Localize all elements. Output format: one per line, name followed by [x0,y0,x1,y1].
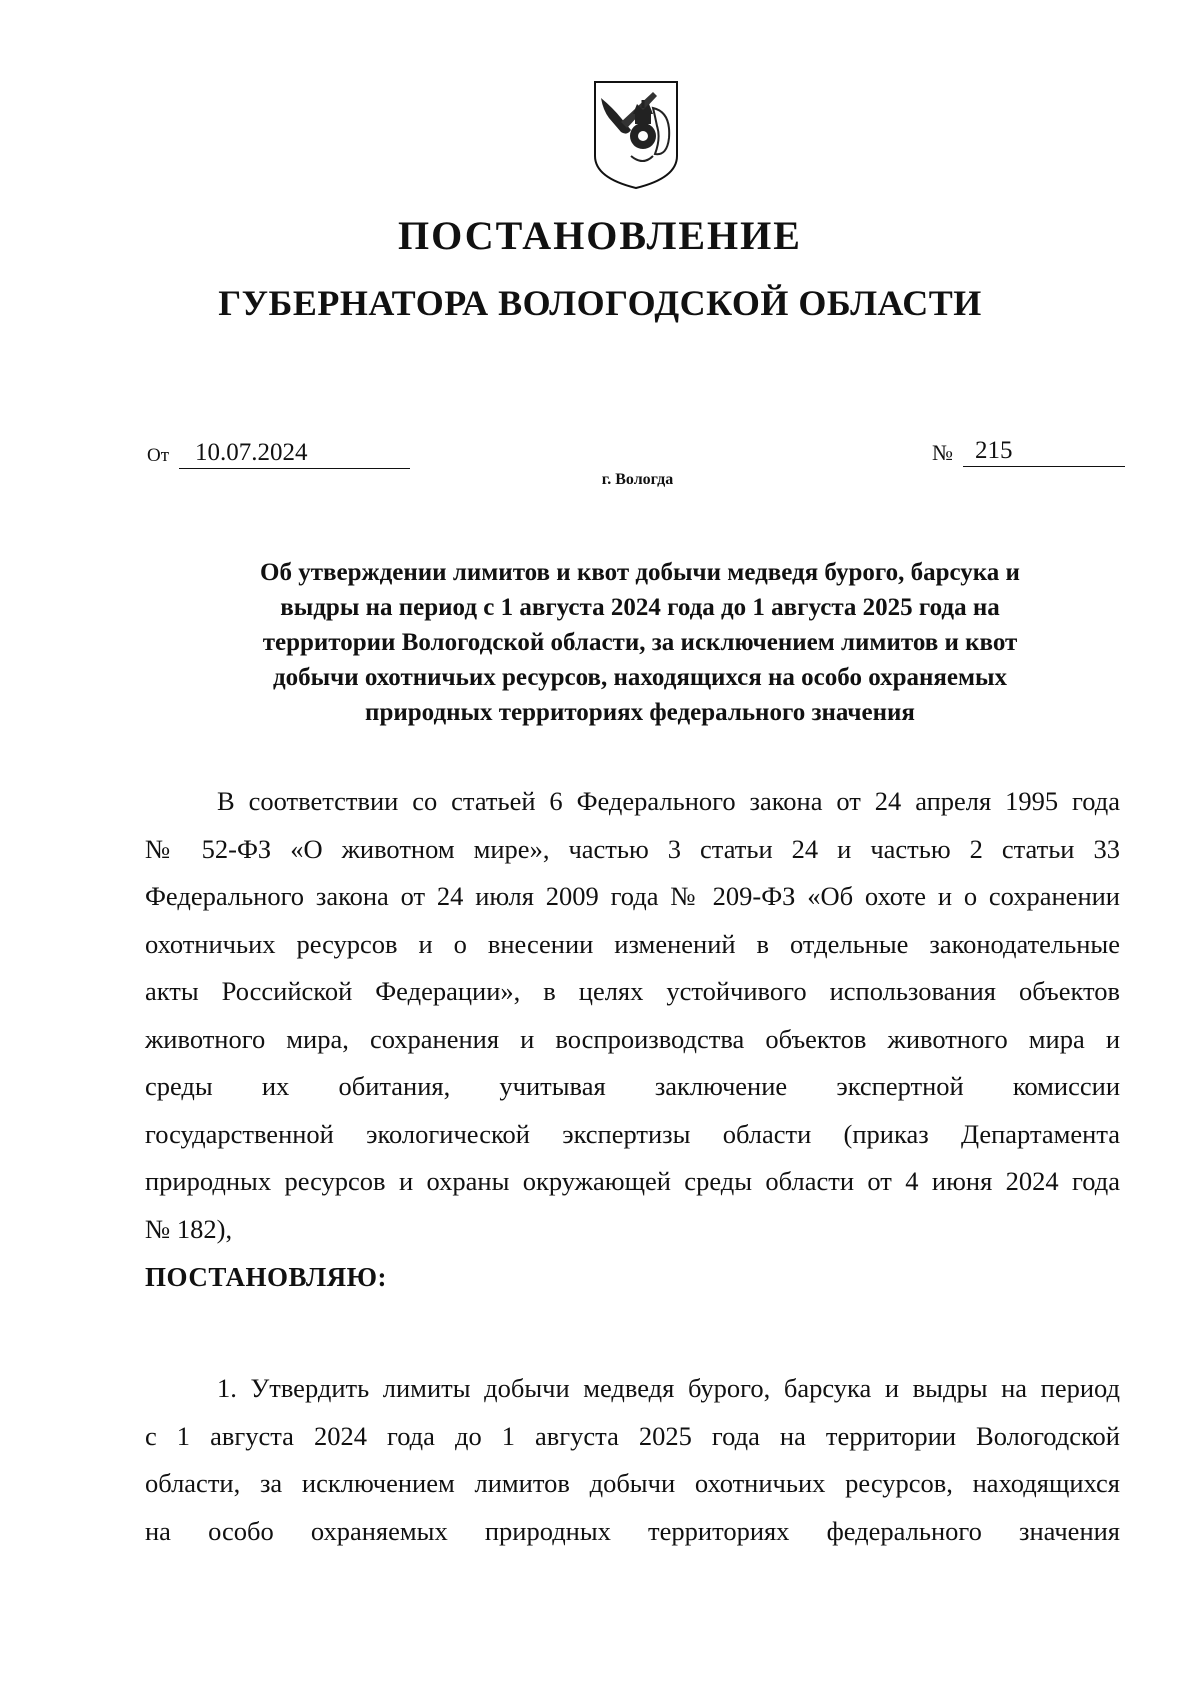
document-number: 215 [963,436,1125,467]
coat-of-arms-emblem [591,78,681,190]
document-date: 10.07.2024 [179,438,410,469]
paragraph-line: охотничьих ресурсов и о внесении изменений в отдельные законодательные [145,928,1120,959]
paragraph-line: В соответствии со статьей 6 Федерального закона от 24 апреля 1995 года [217,786,1120,816]
subject-line: Об утверждении лимитов и квот добычи медведя бурого, барсука и [260,559,1020,586]
paragraph-line: природных ресурсов и охраны окружающей среды области от 4 июня 2024 года [145,1166,1120,1196]
subject-line: территории Вологодской области, за исключением лимитов и квот [262,629,1018,656]
paragraph-line: № 52-ФЗ «О животном мире», частью 3 статьи 24 и частью 2 статьи 33 [145,833,1120,864]
paragraph-line: государственной экологической экспертизы области (приказ Департамента [145,1118,1120,1149]
paragraph-line: на особо охраняемых природных территориях федерального значения [145,1515,1120,1546]
paragraph-line: области, за исключением лимитов добычи охотничьих ресурсов, находящихся [145,1468,1120,1498]
paragraph-line: среды их обитания, учитывая заключение экспертной комиссии [145,1071,1120,1101]
document-subtitle: ГУБЕРНАТОРА ВОЛОГОДСКОЙ ОБЛАСТИ [218,283,982,323]
paragraph-line: с 1 августа 2024 года до 1 августа 2025 года на территории Вологодской [145,1420,1120,1451]
decree-heading: ПОСТАНОВЛЯЮ: [145,1262,387,1292]
subject-line: добычи охотничьих ресурсов, находящихся на особо охраняемых [272,664,1008,691]
document-city: г. Вологда [601,471,674,488]
document-date-field [147,438,410,469]
document-title: ПОСТАНОВЛЕНИЕ [398,213,802,258]
point-1-paragraph [145,1365,1120,1555]
date-prefix: От [147,445,170,466]
document-subject [160,555,1120,730]
paragraph-line: животного мира, сохранения и воспроизводства объектов животного мира и [145,1023,1120,1054]
preamble-paragraph [145,778,1120,1253]
paragraph-line: акты Российской Федерации», в целях устойчивого использования объектов [145,976,1120,1006]
document-number-field [932,436,1125,467]
subject-line: природных территориях федерального значения [365,699,915,726]
subject-line: выдры на период с 1 августа 2024 года до 1 августа 2025 года на [280,594,1000,621]
number-prefix: № [932,440,953,465]
paragraph-line: № 182), [145,1213,233,1244]
paragraph-line: Федерального закона от 24 июля 2009 года № 209-ФЗ «Об охоте и о сохранении [145,881,1120,911]
paragraph-line: 1. Утвердить лимиты добычи медведя бурого, барсука и выдры на период [217,1373,1120,1403]
